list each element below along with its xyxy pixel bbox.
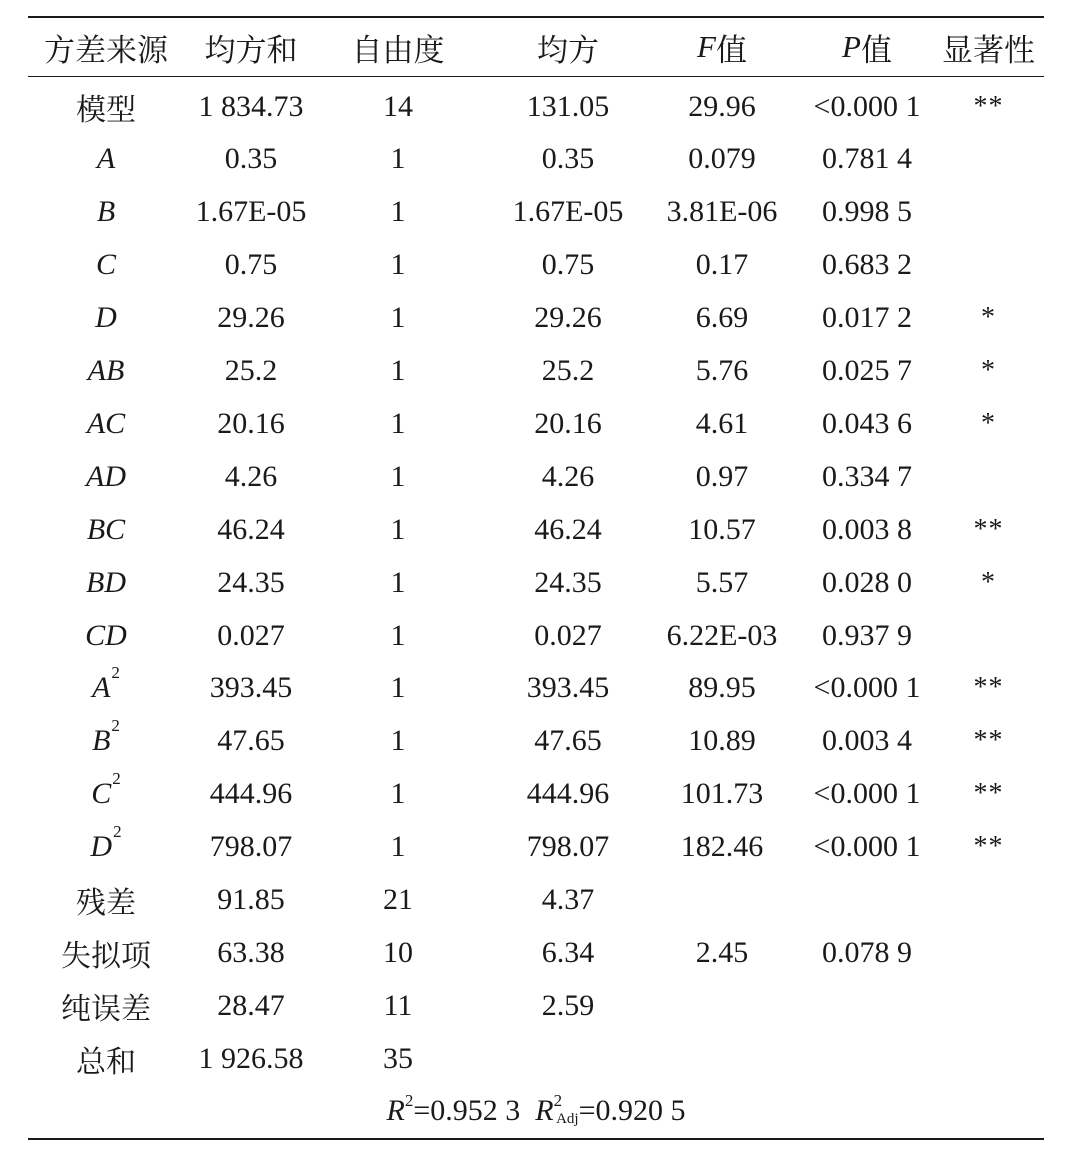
cell-p-value: 0.025 7 bbox=[822, 354, 912, 387]
source-label: B bbox=[92, 724, 111, 758]
header-significance: 显著性 bbox=[942, 32, 1035, 68]
cell-f-value: 101.73 bbox=[680, 777, 764, 811]
cell-degrees-of-freedom: 21 bbox=[383, 883, 413, 916]
cell-p-value: 0.043 6 bbox=[822, 406, 912, 440]
cell-mean-square: 2.59 bbox=[541, 988, 595, 1022]
source-label: D bbox=[95, 301, 117, 335]
cell-mean-square: 29.26 bbox=[534, 301, 602, 335]
cell-sum-of-squares: 63.38 bbox=[217, 935, 285, 969]
radj-subscript: Adj bbox=[556, 1110, 579, 1127]
cell-source bbox=[28, 292, 184, 345]
cell-significance bbox=[933, 926, 1044, 979]
cell-degrees-of-freedom: 1 bbox=[390, 724, 406, 758]
cell-f-value: 0.17 bbox=[695, 248, 749, 282]
table-row bbox=[28, 186, 1044, 239]
cell-mean-square: 46.24 bbox=[534, 512, 602, 546]
table-row bbox=[28, 609, 1044, 662]
cell-mean-square: 25.2 bbox=[541, 354, 595, 387]
cell-sum-of-squares: 0.75 bbox=[224, 248, 278, 282]
source-label: C bbox=[91, 777, 112, 811]
cell-p-value: 0.003 8 bbox=[822, 512, 912, 546]
cell-f-value: 5.76 bbox=[695, 354, 749, 387]
cell-source bbox=[28, 874, 184, 927]
cell-p-value: 0.998 5 bbox=[822, 195, 912, 229]
cell-source bbox=[28, 80, 184, 133]
cell-p-value bbox=[793, 874, 941, 927]
source-label: A bbox=[96, 142, 116, 176]
source-label: AD bbox=[86, 459, 126, 493]
cell-f-value: 10.89 bbox=[688, 724, 756, 758]
cell-significance: * bbox=[981, 302, 996, 334]
table-top-rule bbox=[28, 16, 1044, 18]
cell-significance: ** bbox=[973, 778, 1004, 810]
cell-sum-of-squares: 91.85 bbox=[217, 883, 285, 916]
cell-mean-square: 4.26 bbox=[541, 459, 595, 493]
cell-sum-of-squares: 25.2 bbox=[224, 354, 278, 387]
cell-sum-of-squares: 0.35 bbox=[224, 142, 278, 176]
radj-letter: R bbox=[535, 1094, 554, 1127]
table-row bbox=[28, 556, 1044, 609]
table-row bbox=[28, 768, 1044, 821]
r2-letter: R bbox=[386, 1094, 405, 1127]
source-label: 残差 bbox=[76, 887, 136, 920]
cell-mean-square: 0.35 bbox=[541, 142, 595, 176]
header-f-suffix: 值 bbox=[715, 32, 747, 68]
cell-degrees-of-freedom: 35 bbox=[383, 1041, 413, 1075]
cell-significance bbox=[933, 186, 1044, 239]
cell-f-value: 6.22E-03 bbox=[666, 618, 778, 652]
cell-p-value: <0.000 1 bbox=[813, 777, 921, 811]
source-superscript: 2 bbox=[111, 716, 120, 736]
cell-degrees-of-freedom: 1 bbox=[390, 406, 406, 440]
cell-sum-of-squares: 20.16 bbox=[217, 406, 285, 440]
radj-superscript: 2 bbox=[553, 1091, 563, 1110]
r2-superscript: 2 bbox=[404, 1091, 414, 1110]
table-bottom-rule bbox=[28, 1138, 1044, 1140]
table-row bbox=[28, 450, 1044, 503]
table-row bbox=[28, 821, 1044, 874]
cell-degrees-of-freedom: 1 bbox=[390, 248, 406, 282]
cell-mean-square: 444.96 bbox=[526, 777, 610, 811]
cell-sum-of-squares: 28.47 bbox=[217, 988, 285, 1022]
cell-significance bbox=[933, 450, 1044, 503]
cell-mean-square: 24.35 bbox=[534, 565, 602, 599]
cell-f-value: 5.57 bbox=[695, 565, 749, 599]
table-row bbox=[28, 239, 1044, 292]
cell-source bbox=[28, 556, 184, 609]
cell-source bbox=[28, 1032, 184, 1085]
cell-degrees-of-freedom: 1 bbox=[390, 618, 406, 652]
r2-value: =0.952 3 bbox=[413, 1094, 521, 1127]
cell-f-value: 4.61 bbox=[695, 406, 749, 440]
cell-significance: * bbox=[981, 355, 996, 386]
header-p-suffix: 值 bbox=[860, 32, 892, 68]
table-row bbox=[28, 292, 1044, 345]
cell-degrees-of-freedom: 14 bbox=[383, 89, 413, 123]
cell-p-value bbox=[793, 1032, 941, 1085]
header-mean-square: 均方 bbox=[537, 32, 599, 68]
cell-sum-of-squares: 47.65 bbox=[217, 724, 285, 758]
cell-mean-square: 798.07 bbox=[526, 830, 610, 864]
cell-degrees-of-freedom: 11 bbox=[383, 988, 413, 1022]
cell-degrees-of-freedom: 1 bbox=[390, 459, 406, 493]
cell-p-value: 0.003 4 bbox=[822, 724, 912, 758]
cell-source bbox=[28, 979, 184, 1032]
cell-p-value: <0.000 1 bbox=[813, 89, 921, 123]
cell-p-value: 0.683 2 bbox=[822, 248, 912, 282]
source-label: 模型 bbox=[76, 93, 136, 127]
cell-sum-of-squares: 24.35 bbox=[217, 565, 285, 599]
cell-f-value: 89.95 bbox=[688, 671, 756, 705]
table-row bbox=[28, 345, 1044, 398]
cell-mean-square: 131.05 bbox=[526, 89, 610, 123]
cell-f-value: 29.96 bbox=[688, 89, 756, 123]
cell-f-value: 3.81E-06 bbox=[666, 195, 778, 229]
cell-significance: ** bbox=[973, 831, 1004, 863]
cell-source bbox=[28, 450, 184, 503]
header-f-value bbox=[648, 20, 796, 74]
cell-p-value: <0.000 1 bbox=[813, 830, 921, 864]
cell-mean-square: 393.45 bbox=[526, 671, 610, 705]
table-row bbox=[28, 874, 1044, 927]
table-header-row bbox=[28, 20, 1044, 74]
cell-significance: ** bbox=[973, 513, 1004, 545]
cell-f-value bbox=[648, 1032, 796, 1085]
cell-significance bbox=[933, 133, 1044, 186]
table-footnote-fit-stats bbox=[28, 1085, 1044, 1137]
cell-mean-square: 1.67E-05 bbox=[512, 195, 624, 229]
table-row bbox=[28, 1032, 1044, 1085]
table-row bbox=[28, 397, 1044, 450]
cell-degrees-of-freedom: 1 bbox=[390, 512, 406, 546]
cell-p-value: 0.017 2 bbox=[822, 301, 912, 335]
header-p-value bbox=[793, 20, 941, 74]
cell-sum-of-squares: 0.027 bbox=[217, 618, 285, 652]
cell-sum-of-squares: 1 926.58 bbox=[198, 1041, 304, 1075]
source-label: D bbox=[90, 830, 113, 864]
source-superscript: 2 bbox=[112, 769, 121, 789]
cell-mean-square: 47.65 bbox=[534, 724, 602, 758]
cell-source bbox=[28, 609, 184, 662]
cell-p-value: 0.334 7 bbox=[822, 459, 912, 493]
cell-degrees-of-freedom: 1 bbox=[390, 671, 406, 705]
cell-significance: * bbox=[981, 566, 996, 598]
table-row bbox=[28, 503, 1044, 556]
cell-mean-square: 4.37 bbox=[541, 883, 595, 916]
cell-degrees-of-freedom: 1 bbox=[390, 354, 406, 387]
cell-source bbox=[28, 768, 184, 821]
cell-degrees-of-freedom: 1 bbox=[390, 777, 406, 811]
cell-degrees-of-freedom: 1 bbox=[390, 301, 406, 335]
radj-value: =0.920 5 bbox=[578, 1094, 686, 1127]
cell-source bbox=[28, 821, 184, 874]
table-row bbox=[28, 926, 1044, 979]
table-row bbox=[28, 715, 1044, 768]
cell-degrees-of-freedom: 10 bbox=[383, 935, 413, 969]
cell-degrees-of-freedom: 1 bbox=[390, 195, 406, 229]
cell-f-value: 6.69 bbox=[695, 301, 749, 335]
cell-significance bbox=[933, 1032, 1044, 1085]
cell-f-value: 182.46 bbox=[680, 830, 764, 864]
cell-source bbox=[28, 715, 184, 768]
cell-source bbox=[28, 397, 184, 450]
cell-sum-of-squares: 444.96 bbox=[209, 777, 293, 811]
cell-sum-of-squares: 798.07 bbox=[209, 830, 293, 864]
cell-degrees-of-freedom: 1 bbox=[390, 565, 406, 599]
cell-significance: ** bbox=[973, 725, 1004, 757]
header-p-letter: P bbox=[842, 29, 861, 64]
header-sum-of-squares: 均方和 bbox=[204, 32, 298, 68]
source-label: BC bbox=[86, 512, 126, 546]
cell-mean-square: 0.027 bbox=[534, 618, 602, 652]
source-label: 失拟项 bbox=[61, 939, 151, 973]
source-label: A bbox=[92, 671, 111, 705]
cell-f-value bbox=[648, 979, 796, 1032]
cell-significance bbox=[933, 874, 1044, 927]
cell-mean-square: 0.75 bbox=[541, 248, 595, 282]
cell-significance: * bbox=[981, 407, 996, 439]
source-label: CD bbox=[85, 618, 127, 652]
source-label: 总和 bbox=[76, 1045, 136, 1079]
cell-source bbox=[28, 662, 184, 715]
header-source: 方差来源 bbox=[44, 32, 168, 68]
cell-sum-of-squares: 393.45 bbox=[209, 671, 293, 705]
table-row bbox=[28, 80, 1044, 133]
cell-sum-of-squares: 46.24 bbox=[217, 512, 285, 546]
table-header-rule bbox=[28, 76, 1044, 77]
cell-source bbox=[28, 503, 184, 556]
cell-significance bbox=[933, 979, 1044, 1032]
cell-sum-of-squares: 4.26 bbox=[224, 459, 278, 493]
cell-p-value bbox=[793, 979, 941, 1032]
cell-p-value: 0.028 0 bbox=[822, 565, 912, 599]
header-degrees-of-freedom: 自由度 bbox=[351, 32, 445, 68]
source-label: 纯误差 bbox=[61, 992, 151, 1026]
cell-degrees-of-freedom: 1 bbox=[390, 142, 406, 176]
source-label: B bbox=[96, 195, 116, 229]
cell-source bbox=[28, 133, 184, 186]
source-label: BD bbox=[86, 565, 126, 599]
source-label: C bbox=[95, 248, 116, 282]
table-row bbox=[28, 662, 1044, 715]
cell-mean-square: 20.16 bbox=[534, 406, 602, 440]
cell-f-value: 0.079 bbox=[688, 142, 756, 176]
cell-significance bbox=[933, 609, 1044, 662]
cell-significance bbox=[933, 239, 1044, 292]
cell-f-value: 2.45 bbox=[695, 935, 749, 969]
source-label: AC bbox=[86, 406, 126, 440]
cell-mean-square bbox=[483, 1032, 653, 1085]
cell-f-value: 0.97 bbox=[695, 459, 749, 493]
cell-p-value: 0.937 9 bbox=[822, 618, 912, 652]
source-superscript: 2 bbox=[111, 663, 120, 683]
cell-sum-of-squares: 1.67E-05 bbox=[195, 195, 307, 229]
source-label: AB bbox=[87, 354, 125, 387]
cell-significance: ** bbox=[973, 672, 1004, 704]
source-superscript: 2 bbox=[113, 822, 122, 842]
cell-source bbox=[28, 345, 184, 398]
cell-significance: ** bbox=[973, 90, 1004, 122]
header-f-letter: F bbox=[697, 29, 716, 64]
cell-p-value: 0.078 9 bbox=[822, 935, 912, 969]
cell-f-value bbox=[648, 874, 796, 927]
table-row bbox=[28, 979, 1044, 1032]
cell-p-value: 0.781 4 bbox=[822, 142, 912, 176]
cell-sum-of-squares: 1 834.73 bbox=[198, 89, 304, 123]
cell-p-value: <0.000 1 bbox=[813, 671, 921, 705]
cell-degrees-of-freedom: 1 bbox=[390, 830, 406, 864]
cell-mean-square: 6.34 bbox=[541, 935, 595, 969]
cell-f-value: 10.57 bbox=[688, 512, 756, 546]
cell-sum-of-squares: 29.26 bbox=[217, 301, 285, 335]
cell-source bbox=[28, 926, 184, 979]
table-row bbox=[28, 133, 1044, 186]
cell-source bbox=[28, 186, 184, 239]
cell-source bbox=[28, 239, 184, 292]
